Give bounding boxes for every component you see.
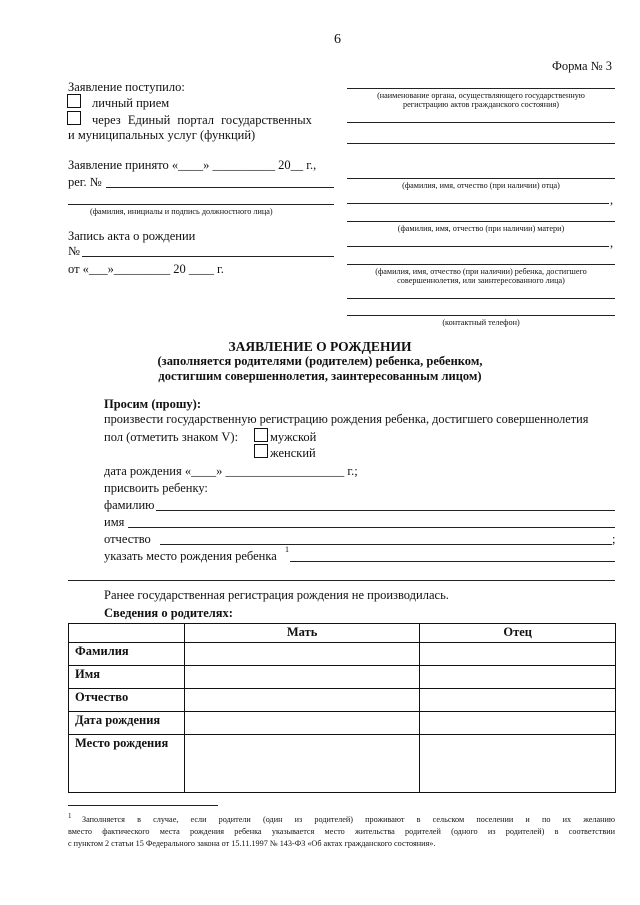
mother-birthdate-cell[interactable] (184, 712, 420, 735)
father-surname-cell[interactable] (420, 643, 616, 666)
name-field[interactable] (128, 527, 615, 528)
portal-label-1: через Единый портал государственных (92, 113, 312, 127)
reg-label: рег. № (68, 175, 102, 189)
page-number: 6 (334, 32, 341, 47)
personal-checkbox[interactable] (67, 94, 81, 108)
previous-registration: Ранее государственная регистрация рождения не производилась. (104, 588, 449, 602)
organ-line-1[interactable] (347, 88, 615, 89)
footnote-line-1: Заполняется в случае, если родители (один из родителей) проживают в сельском поселении и по их желанию (82, 815, 615, 824)
organ-line-3[interactable] (347, 143, 615, 144)
mother-caption: (фамилия, имя, отчество (при наличии) матери) (397, 224, 565, 233)
patronymic-label: отчество (104, 532, 151, 546)
accepted-date-line: Заявление принято «____» __________ 20__ г., (68, 158, 317, 172)
organ-caption-2: регистрацию актов гражданского состояния) (403, 100, 559, 109)
mother-line-2[interactable] (347, 246, 609, 247)
father-name-cell[interactable] (420, 666, 616, 689)
father-birthdate-cell[interactable] (420, 712, 616, 735)
mother-patronymic-cell[interactable] (184, 689, 420, 712)
father-comma: , (610, 193, 614, 207)
mother-birthplace-cell[interactable] (184, 735, 420, 793)
portal-label-2: и муниципальных услуг (функций) (68, 128, 256, 142)
name-label: имя (104, 515, 125, 529)
male-checkbox[interactable] (254, 428, 268, 442)
father-caption: (фамилия, имя, отчество (при наличии) отца) (402, 181, 560, 190)
row-label: Отчество (69, 689, 185, 712)
footnote-mark: 1 (68, 812, 72, 820)
table-row (69, 689, 616, 712)
sex-label: пол (отметить знаком V): (104, 430, 239, 444)
row-label: Фамилия (69, 643, 185, 666)
mother-line[interactable] (347, 221, 615, 222)
organ-caption-1: (наименование органа, осуществляющего государственную (377, 91, 585, 100)
child-caption-1: (фамилия, имя, отчество (при наличии) ребенка, достигшего (375, 267, 587, 276)
surname-label: фамилию (104, 498, 155, 512)
footnote-divider (68, 805, 218, 806)
father-birthplace-cell[interactable] (420, 735, 616, 793)
phone-line[interactable] (347, 315, 615, 316)
row-label: Дата рождения (69, 712, 185, 735)
female-label: женский (270, 446, 316, 460)
parents-title: Сведения о родителях: (104, 606, 233, 620)
table-row (69, 712, 616, 735)
father-line-2[interactable] (347, 203, 609, 204)
official-line[interactable] (68, 204, 334, 205)
reg-number-line[interactable] (106, 187, 334, 188)
table-row (69, 643, 616, 666)
record-from-line: от «___»_________ 20 ____ г. (68, 262, 224, 276)
record-title: Запись акта о рождении (68, 229, 196, 243)
header-mother: Мать (184, 624, 420, 643)
parents-table (68, 623, 616, 793)
table-row (69, 666, 616, 689)
footnote-line-3: с пунктом 2 статьи 15 Федерального закона от 15.11.1997 № 143-ФЗ «Об актах гражданского состояния». (68, 839, 436, 848)
birth-date-line: дата рождения «____» ___________________ г.; (104, 464, 358, 478)
portal-checkbox[interactable] (67, 111, 81, 125)
surname-field[interactable] (156, 510, 615, 511)
personal-label: личный прием (92, 96, 170, 110)
form-number: Форма № 3 (552, 59, 612, 73)
received-title: Заявление поступило: (68, 80, 185, 94)
form-subtitle-1: (заполняется родителями (родителем) ребенка, ребенком, (157, 354, 483, 368)
form-title: ЗАЯВЛЕНИЕ О РОЖДЕНИИ (228, 339, 412, 354)
header-empty (69, 624, 185, 643)
phone-caption: (контактный телефон) (442, 318, 520, 327)
row-label: Имя (69, 666, 185, 689)
organ-line-2[interactable] (347, 122, 615, 123)
mother-surname-cell[interactable] (184, 643, 420, 666)
assign-label: присвоить ребенку: (104, 481, 208, 495)
footnote-line-2: вместо фактического места рождения ребенка указывается место жительства родителей (одного из родителей) в соответствии (68, 827, 615, 836)
header-father: Отец (420, 624, 616, 643)
birthplace-label: указать место рождения ребенка (104, 549, 277, 563)
birthplace-field[interactable] (290, 561, 615, 562)
male-label: мужской (270, 430, 317, 444)
birthplace-field-2[interactable] (68, 580, 615, 581)
table-row (69, 735, 616, 793)
mother-comma: , (610, 236, 614, 250)
request-ask: Просим (прошу): (104, 397, 202, 411)
father-line[interactable] (347, 178, 615, 179)
child-caption-2: совершеннолетия, или заинтересованного лица) (397, 276, 565, 285)
patronymic-semicolon: ; (612, 532, 616, 546)
record-number-line[interactable] (82, 256, 334, 257)
row-label: Место рождения (69, 735, 185, 793)
mother-name-cell[interactable] (184, 666, 420, 689)
form-subtitle-2: достигшим совершеннолетия, заинтересованным лицом) (158, 369, 482, 383)
female-checkbox[interactable] (254, 444, 268, 458)
child-line[interactable] (347, 264, 615, 265)
patronymic-field[interactable] (160, 544, 612, 545)
record-number-label: № (68, 244, 80, 258)
birthplace-footnote-mark: 1 (285, 545, 289, 554)
parents-header-row (69, 624, 616, 643)
official-caption: (фамилия, инициалы и подпись должностного лица) (90, 207, 273, 216)
father-patronymic-cell[interactable] (420, 689, 616, 712)
child-line-2[interactable] (347, 298, 615, 299)
request-line: произвести государственную регистрацию рождения ребенка, достигшего совершеннолетия (104, 412, 589, 426)
